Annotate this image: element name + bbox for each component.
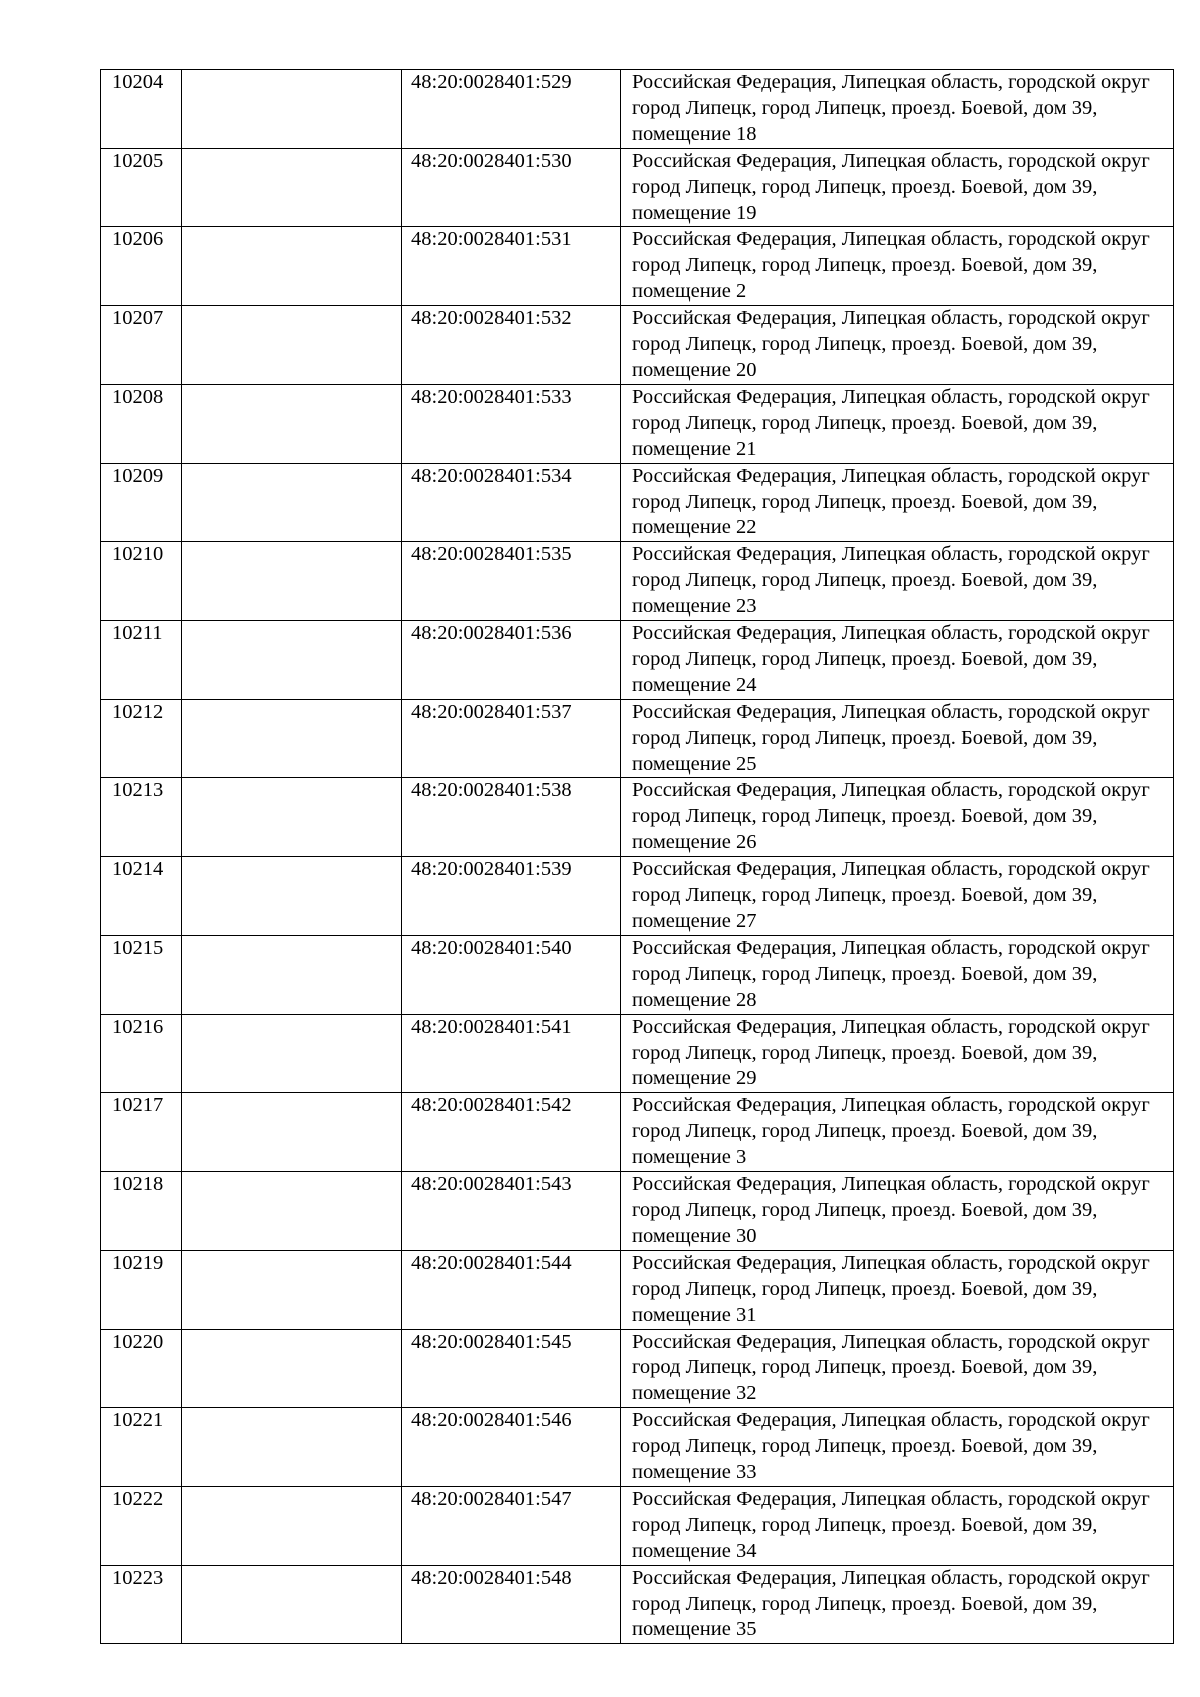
cadastral-number-cell: 48:20:0028401:537 <box>402 699 621 778</box>
table-row <box>101 621 1174 700</box>
row-number-cell: 10204 <box>101 70 182 149</box>
cadastral-number-cell: 48:20:0028401:529 <box>402 70 621 149</box>
row-number-cell: 10210 <box>101 542 182 621</box>
address-cell: Российская Федерация, Липецкая область, городской округ город Липецк, город Липецк, проезд. Боевой, дом 39, помещение 35 <box>621 1565 1174 1644</box>
empty-cell <box>182 1093 402 1172</box>
table-row <box>101 1250 1174 1329</box>
row-number-cell: 10211 <box>101 621 182 700</box>
table-row <box>101 227 1174 306</box>
table-row <box>101 857 1174 936</box>
empty-cell <box>182 778 402 857</box>
address-cell: Российская Федерация, Липецкая область, городской округ город Липецк, город Липецк, проезд. Боевой, дом 39, помещение 2 <box>621 227 1174 306</box>
cadastral-number-cell: 48:20:0028401:544 <box>402 1250 621 1329</box>
row-number-cell: 10215 <box>101 935 182 1014</box>
cadastral-number-cell: 48:20:0028401:531 <box>402 227 621 306</box>
table-row <box>101 384 1174 463</box>
address-cell: Российская Федерация, Липецкая область, городской округ город Липецк, город Липецк, проезд. Боевой, дом 39, помещение 23 <box>621 542 1174 621</box>
row-number-cell: 10214 <box>101 857 182 936</box>
address-cell: Российская Федерация, Липецкая область, городской округ город Липецк, город Липецк, проезд. Боевой, дом 39, помещение 29 <box>621 1014 1174 1093</box>
row-number-cell: 10205 <box>101 148 182 227</box>
empty-cell <box>182 699 402 778</box>
table-row <box>101 1172 1174 1251</box>
empty-cell <box>182 1172 402 1251</box>
empty-cell <box>182 857 402 936</box>
cadastral-number-cell: 48:20:0028401:540 <box>402 935 621 1014</box>
row-number-cell: 10207 <box>101 306 182 385</box>
address-cell: Российская Федерация, Липецкая область, городской округ город Липецк, город Липецк, проезд. Боевой, дом 39, помещение 19 <box>621 148 1174 227</box>
empty-cell <box>182 621 402 700</box>
property-registry-table <box>100 69 1174 1644</box>
address-cell: Российская Федерация, Липецкая область, городской округ город Липецк, город Липецк, проезд. Боевой, дом 39, помещение 28 <box>621 935 1174 1014</box>
row-number-cell: 10213 <box>101 778 182 857</box>
address-cell: Российская Федерация, Липецкая область, городской округ город Липецк, город Липецк, проезд. Боевой, дом 39, помещение 30 <box>621 1172 1174 1251</box>
empty-cell <box>182 1329 402 1408</box>
table-row <box>101 306 1174 385</box>
row-number-cell: 10220 <box>101 1329 182 1408</box>
table-row <box>101 1329 1174 1408</box>
cadastral-number-cell: 48:20:0028401:536 <box>402 621 621 700</box>
address-cell: Российская Федерация, Липецкая область, городской округ город Липецк, город Липецк, проезд. Боевой, дом 39, помещение 25 <box>621 699 1174 778</box>
row-number-cell: 10209 <box>101 463 182 542</box>
address-cell: Российская Федерация, Липецкая область, городской округ город Липецк, город Липецк, проезд. Боевой, дом 39, помещение 34 <box>621 1486 1174 1565</box>
table-row <box>101 699 1174 778</box>
empty-cell <box>182 935 402 1014</box>
table-row <box>101 1565 1174 1644</box>
empty-cell <box>182 1250 402 1329</box>
cadastral-number-cell: 48:20:0028401:538 <box>402 778 621 857</box>
table-row <box>101 463 1174 542</box>
address-cell: Российская Федерация, Липецкая область, городской округ город Липецк, город Липецк, проезд. Боевой, дом 39, помещение 18 <box>621 70 1174 149</box>
address-cell: Российская Федерация, Липецкая область, городской округ город Липецк, город Липецк, проезд. Боевой, дом 39, помещение 20 <box>621 306 1174 385</box>
table-row <box>101 1408 1174 1487</box>
empty-cell <box>182 1014 402 1093</box>
cadastral-number-cell: 48:20:0028401:534 <box>402 463 621 542</box>
cadastral-number-cell: 48:20:0028401:542 <box>402 1093 621 1172</box>
row-number-cell: 10212 <box>101 699 182 778</box>
row-number-cell: 10219 <box>101 1250 182 1329</box>
address-cell: Российская Федерация, Липецкая область, городской округ город Липецк, город Липецк, проезд. Боевой, дом 39, помещение 3 <box>621 1093 1174 1172</box>
empty-cell <box>182 1565 402 1644</box>
table-row <box>101 935 1174 1014</box>
row-number-cell: 10206 <box>101 227 182 306</box>
table-row <box>101 542 1174 621</box>
table-row <box>101 1486 1174 1565</box>
empty-cell <box>182 227 402 306</box>
table-row <box>101 148 1174 227</box>
empty-cell <box>182 1486 402 1565</box>
empty-cell <box>182 1408 402 1487</box>
registry-table-body <box>101 70 1174 1644</box>
cadastral-number-cell: 48:20:0028401:530 <box>402 148 621 227</box>
cadastral-number-cell: 48:20:0028401:532 <box>402 306 621 385</box>
empty-cell <box>182 384 402 463</box>
row-number-cell: 10221 <box>101 1408 182 1487</box>
empty-cell <box>182 463 402 542</box>
row-number-cell: 10223 <box>101 1565 182 1644</box>
table-row <box>101 778 1174 857</box>
row-number-cell: 10216 <box>101 1014 182 1093</box>
row-number-cell: 10208 <box>101 384 182 463</box>
cadastral-number-cell: 48:20:0028401:547 <box>402 1486 621 1565</box>
cadastral-number-cell: 48:20:0028401:543 <box>402 1172 621 1251</box>
cadastral-number-cell: 48:20:0028401:545 <box>402 1329 621 1408</box>
cadastral-number-cell: 48:20:0028401:548 <box>402 1565 621 1644</box>
cadastral-number-cell: 48:20:0028401:533 <box>402 384 621 463</box>
address-cell: Российская Федерация, Липецкая область, городской округ город Липецк, город Липецк, проезд. Боевой, дом 39, помещение 31 <box>621 1250 1174 1329</box>
address-cell: Российская Федерация, Липецкая область, городской округ город Липецк, город Липецк, проезд. Боевой, дом 39, помещение 26 <box>621 778 1174 857</box>
row-number-cell: 10218 <box>101 1172 182 1251</box>
cadastral-number-cell: 48:20:0028401:539 <box>402 857 621 936</box>
table-row <box>101 70 1174 149</box>
cadastral-number-cell: 48:20:0028401:541 <box>402 1014 621 1093</box>
table-row <box>101 1014 1174 1093</box>
cadastral-number-cell: 48:20:0028401:546 <box>402 1408 621 1487</box>
address-cell: Российская Федерация, Липецкая область, городской округ город Липецк, город Липецк, проезд. Боевой, дом 39, помещение 22 <box>621 463 1174 542</box>
address-cell: Российская Федерация, Липецкая область, городской округ город Липецк, город Липецк, проезд. Боевой, дом 39, помещение 24 <box>621 621 1174 700</box>
row-number-cell: 10217 <box>101 1093 182 1172</box>
address-cell: Российская Федерация, Липецкая область, городской округ город Липецк, город Липецк, проезд. Боевой, дом 39, помещение 33 <box>621 1408 1174 1487</box>
cadastral-number-cell: 48:20:0028401:535 <box>402 542 621 621</box>
address-cell: Российская Федерация, Липецкая область, городской округ город Липецк, город Липецк, проезд. Боевой, дом 39, помещение 27 <box>621 857 1174 936</box>
empty-cell <box>182 542 402 621</box>
address-cell: Российская Федерация, Липецкая область, городской округ город Липецк, город Липецк, проезд. Боевой, дом 39, помещение 32 <box>621 1329 1174 1408</box>
empty-cell <box>182 306 402 385</box>
empty-cell <box>182 148 402 227</box>
address-cell: Российская Федерация, Липецкая область, городской округ город Липецк, город Липецк, проезд. Боевой, дом 39, помещение 21 <box>621 384 1174 463</box>
empty-cell <box>182 70 402 149</box>
row-number-cell: 10222 <box>101 1486 182 1565</box>
table-row <box>101 1093 1174 1172</box>
